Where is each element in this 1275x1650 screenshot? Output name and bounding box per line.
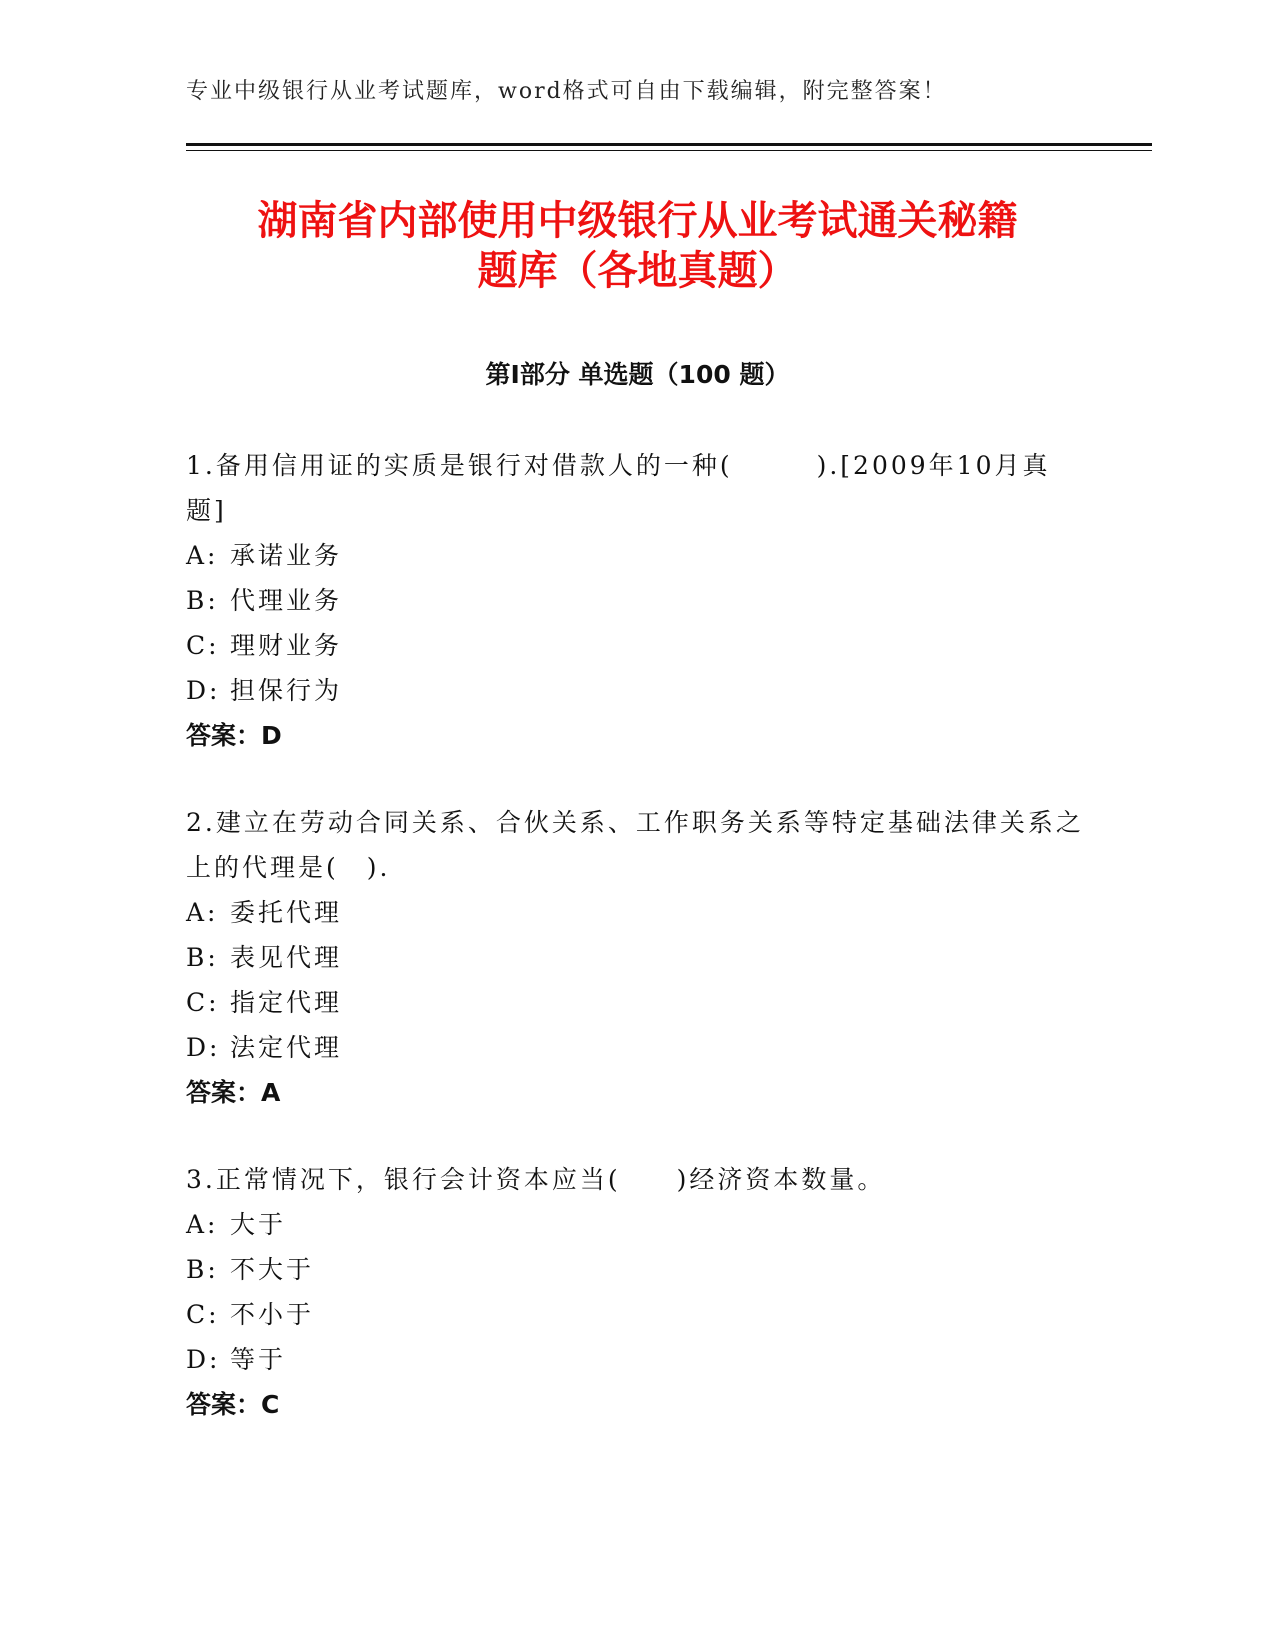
option-c (186, 1292, 1086, 1337)
option-text: 理财业务 (230, 631, 343, 660)
answer-line: 答案：D (186, 721, 282, 750)
option-b (186, 935, 1086, 980)
option-key: C: (186, 1300, 220, 1329)
option-b (186, 578, 1086, 623)
header-note: 专业中级银行从业考试题库，word格式可自由下载编辑，附完整答案！ (186, 79, 947, 104)
option-key: B: (186, 586, 219, 615)
option-b (186, 1247, 1086, 1292)
option-text: 表见代理 (230, 943, 343, 972)
option-key: A: (186, 1210, 219, 1239)
question-list (186, 443, 1086, 1469)
option-a (186, 1202, 1086, 1247)
option-a (186, 533, 1086, 578)
option-a (186, 890, 1086, 935)
option-d (186, 1337, 1086, 1382)
header-rule-thin (186, 150, 1152, 151)
option-d (186, 1025, 1086, 1070)
option-text: 担保行为 (230, 676, 343, 705)
answer-line: 答案：C (186, 1390, 280, 1419)
option-key: D: (186, 676, 221, 705)
option-text: 指定代理 (230, 988, 343, 1017)
option-key: B: (186, 943, 219, 972)
option-text: 法定代理 (230, 1033, 343, 1062)
option-text: 承诺业务 (230, 541, 343, 570)
question-stem: 1.备用信用证的实质是银行对借款人的一种( ).[2009年10月真题] (186, 451, 1051, 525)
option-key: D: (186, 1345, 221, 1374)
option-key: B: (186, 1255, 219, 1284)
option-text: 委托代理 (230, 898, 343, 927)
header-rule-thick (186, 143, 1152, 146)
answer-line: 答案：A (186, 1078, 281, 1107)
question-item (186, 443, 1086, 758)
document-title-line-1: 湖南省内部使用中级银行从业考试通关秘籍 (257, 198, 1018, 244)
option-c (186, 980, 1086, 1025)
option-key: A: (186, 898, 219, 927)
option-text: 代理业务 (230, 586, 343, 615)
document-title-line-2: 题库（各地真题） (477, 248, 798, 294)
section-title: 第Ⅰ部分 单选题（100 题） (485, 360, 790, 389)
question-item (186, 1157, 1086, 1427)
question-stem: 2.建立在劳动合同关系、合伙关系、工作职务关系等特定基础法律关系之上的代理是( ). (186, 808, 1084, 882)
option-key: C: (186, 988, 220, 1017)
option-text: 等于 (230, 1345, 287, 1374)
option-key: C: (186, 631, 220, 660)
question-item (186, 800, 1086, 1115)
option-text: 大于 (230, 1210, 287, 1239)
option-key: D: (186, 1033, 221, 1062)
question-stem: 3.正常情况下，银行会计资本应当( )经济资本数量。 (186, 1165, 886, 1194)
option-text: 不大于 (230, 1255, 315, 1284)
document-title (150, 196, 1125, 296)
option-d (186, 668, 1086, 713)
option-c (186, 623, 1086, 668)
option-text: 不小于 (230, 1300, 315, 1329)
option-key: A: (186, 541, 219, 570)
